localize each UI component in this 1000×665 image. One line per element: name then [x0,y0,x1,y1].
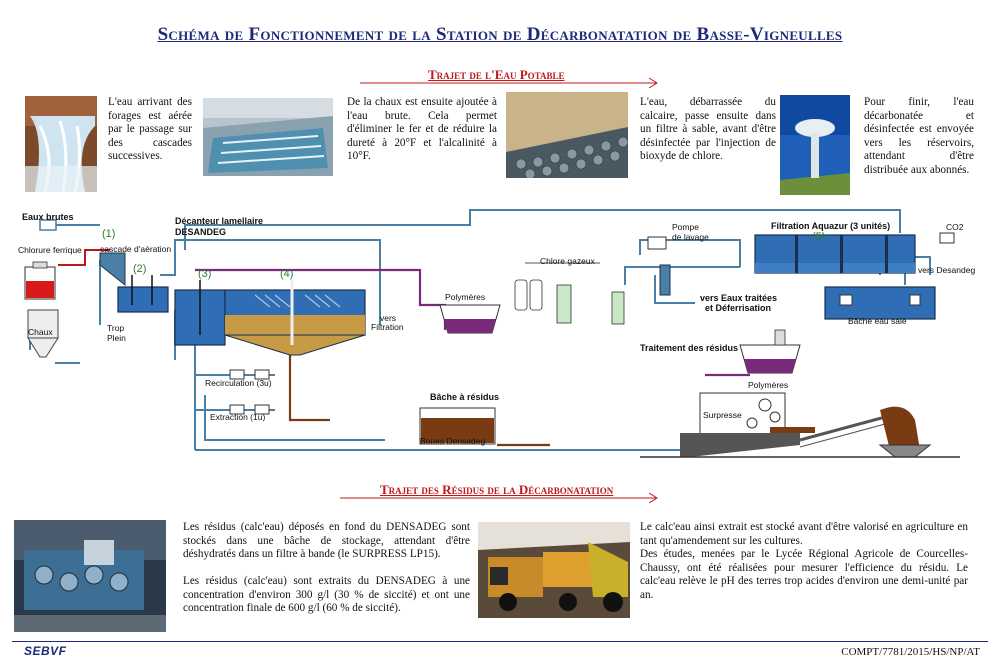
label-filtration: Filtration [371,322,404,332]
label-de-lavage: de lavage [672,232,709,242]
process-diagram [0,195,1000,480]
label-pompe: Pompe [672,222,699,232]
label-plein: Plein [107,333,126,343]
step-number-1: (1) [102,228,116,240]
label-eaux-brutes: Eaux brutes [22,212,74,222]
potable-text-2: De la chaux est ensuite ajoutée à l'eau brute. Cela permet d'éliminer le fer et de réduire la dureté à 20°F et l'alcalinité à 10°F. [347,96,497,163]
residue-text-right-1: Le calc'eau ainsi extrait est stocké avant d'être valorisé en agriculture en tant qu'amendement sur les cultures. [640,521,968,547]
label-surpresse: Surpresse [703,410,742,420]
label-polymeres-1: Polymères [445,292,486,302]
page-title: Schéma de Fonctionnement de la Station de Décarbonatation de Basse-Vigneulles [157,24,843,45]
footer-code: COMPT/7781/2015/HS/NP/AT [841,646,980,658]
label-extraction: Extraction (1u) [210,412,266,422]
label-traitement-residus: Traitement des résidus [640,343,739,353]
label-vers: vers [380,313,397,323]
label-chlore-gazeux: Chlore gazeux [540,256,595,266]
residue-text-right-2: Des études, menées par le Lycée Régional Agricole de Courcelles-Chaussy, ont été réalisées pour mesurer l'efficience du résidu. Le calc'eau relève le pH des terres trop acides d'environ une demi-unité par an. [640,548,968,601]
label-recirculation: Recirculation (3u) [205,378,272,388]
footer-divider [12,641,988,642]
belt-press-photo [14,520,166,632]
potable-text-1: L'eau arrivant des forages est aérée par le passage sur des cascades successives. [108,96,192,163]
step-number-5: (5) [812,231,826,243]
filter-photo [506,92,628,178]
step-number-4: (4) [280,268,294,280]
label-filtration-aquazur: Filtration Aquazur (3 unités) [771,221,891,231]
label-bache-eau-sale: Bâche eau sale [848,316,907,326]
water-tower-photo [780,95,850,195]
cascade-photo [25,96,97,192]
label-co2: CO2 [946,222,964,232]
potable-text-3: L'eau, débarrassée du calcaire, passe ensuite dans un filtre à sable, avant d'être désinfectée par l'injection de bioxyde de chlore. [640,96,776,163]
basins-photo [203,98,333,176]
potable-text-4: Pour finir, l'eau décarbonatée et désinfectée est envoyée vers les réservoirs, attendant d'être distribuée aux abonnés. [864,96,974,176]
label-vers-desandeg: vers Desandeg [918,265,976,275]
potable-route-arrow [358,76,663,90]
label-decanteur-1: Décanteur lamellaire [175,216,264,226]
label-eaux-traitees-2: et Déferrisation [705,303,772,313]
label-bache-residus: Bâche à résidus [430,392,500,402]
residue-route-title: Trajet des Résidus de la Décarbonatation [380,482,614,497]
step-number-2: (2) [133,263,147,275]
footer-logo: SEBVF [24,644,67,658]
label-polymeres-2: Polymères [748,380,789,390]
residue-text-left-2: Les résidus (calc'eau) sont extraits du DENSADEG à une concentration d'environ 300 g/l (30 % de siccité) et ont une concentration finale de 600 g/l (60 % de siccité). [183,575,470,615]
label-chaux: Chaux [28,327,53,337]
residue-route-arrow [338,491,663,505]
label-cascade: cascade d'aération [100,244,172,254]
potable-route-title: Trajet de l'Eau Potable [428,67,565,82]
label-boues: Boues Densadeg [420,436,486,446]
label-decanteur-2: DESANDEG [175,227,227,237]
label-trop: Trop [107,323,125,333]
label-chlorure: Chlorure ferrique [18,245,82,255]
label-eaux-traitees-1: vers Eaux traitées [700,293,778,303]
truck-photo [478,522,630,618]
residue-text-left-1: Les résidus (calc'eau) déposés en fond du DENSADEG sont stockés dans une bâche de stockage, attendant d'être déshydratés dans un filtre à bande (le SURPRESS LP15). [183,521,470,561]
step-number-3: (3) [198,268,212,280]
